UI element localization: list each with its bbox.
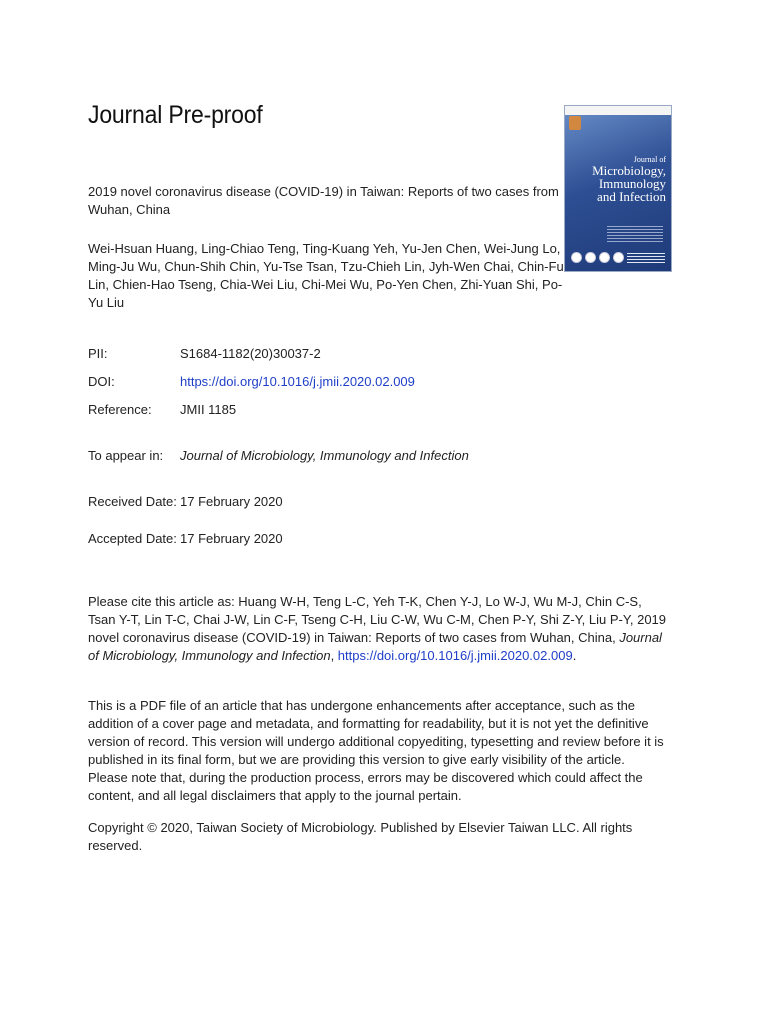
elsevier-logo-icon (569, 116, 581, 130)
article-authors: Wei-Hsuan Huang, Ling-Chiao Teng, Ting-Kuang Yeh, Yu-Jen Chen, Wei-Jung Lo, Ming-Ju Wu, Chun-Shih Chin, Yu-Tse Tsan, Tzu-Chieh Lin, Jyh-Wen Chai, Chin-Fu Lin, Chien-Hao Tseng, Chia-Wei Liu, Chi-Mei Wu, Po-Yen Chen, Zhi-Yuan Shi, Po-Yu Liu (88, 241, 564, 310)
citation-suffix: . (572, 648, 577, 663)
appear-in-journal: Journal of Microbiology, Immunology and Infection (180, 448, 469, 463)
cover-title-line-4: and Infection (597, 189, 666, 204)
disclaimer-paragraph: This is a PDF file of an article that has undergone enhancements after acceptance, such as the addition of a cover page and metadata, and formatting for readability, but it is not yet the definitive version of record. This version will undergo additional copyediting, typesetting and review before it is published in its final form, but we are providing this version to give early visibility of the article. Please note that, during the production process, errors may be discovered which could affect the content, and all legal disclaimers that apply to the journal pertain. (88, 698, 664, 803)
citation-doi-link[interactable]: https://doi.org/10.1016/j.jmii.2020.02.009 (337, 648, 573, 663)
citation-separator: , (330, 648, 338, 663)
reference-label: Reference: (88, 402, 152, 417)
received-date-value: 17 February 2020 (180, 494, 283, 509)
journal-cover-image (565, 106, 671, 271)
received-date-label: Received Date: (88, 494, 177, 509)
cover-title-line-2: Microbiology, (592, 163, 666, 178)
copyright-notice: Copyright © 2020, Taiwan Society of Microbiology. Published by Elsevier Taiwan LLC. All rights reserved. (88, 820, 633, 853)
society-logo-icon (571, 252, 582, 263)
society-logo-icon (613, 252, 624, 263)
accepted-date-label: Accepted Date: (88, 531, 177, 546)
citation-paragraph (88, 593, 668, 665)
cover-society-logos (571, 252, 624, 263)
cover-top-strip (565, 106, 671, 115)
pii-value: S1684-1182(20)30037-2 (180, 346, 321, 361)
cover-title-line-1: Journal of (633, 155, 666, 164)
appear-in-label: To appear in: (88, 448, 164, 463)
citation-text: Please cite this article as: Huang W-H, Teng L-C, Yeh T-K, Chen Y-J, Lo W-J, Wu M-J, Chin C-S, Tsan Y-T, Lin T-C, Chai J-W, Lin C-F, Tseng C-H, Liu C-W, Wu C-M, Chen P-Y, Shi Z-Y, Liu P-Y, 2019 novel coronavirus disease (COVID-19) in Taiwan: Reports of two cases from Wuhan, China, (88, 594, 667, 645)
doi-label: DOI: (88, 374, 115, 389)
society-logo-icon (585, 252, 596, 263)
cover-title-line-3: Immunology (598, 176, 666, 191)
doi-link[interactable]: https://doi.org/10.1016/j.jmii.2020.02.009 (180, 374, 415, 389)
reference-value: JMII 1185 (180, 402, 237, 417)
cover-text-lines (607, 226, 663, 242)
pii-label: PII: (88, 346, 108, 361)
cover-footer-lines (627, 253, 665, 265)
citation-journal: Journal of Microbiology, Immunology and Infection (88, 630, 662, 663)
society-logo-icon (599, 252, 610, 263)
cover-journal-title (576, 156, 666, 203)
article-title: 2019 novel coronavirus disease (COVID-19) in Taiwan: Reports of two cases from Wuhan, China (88, 184, 559, 217)
page-title: Journal Pre-proof (88, 101, 263, 129)
accepted-date-value: 17 February 2020 (180, 531, 283, 546)
